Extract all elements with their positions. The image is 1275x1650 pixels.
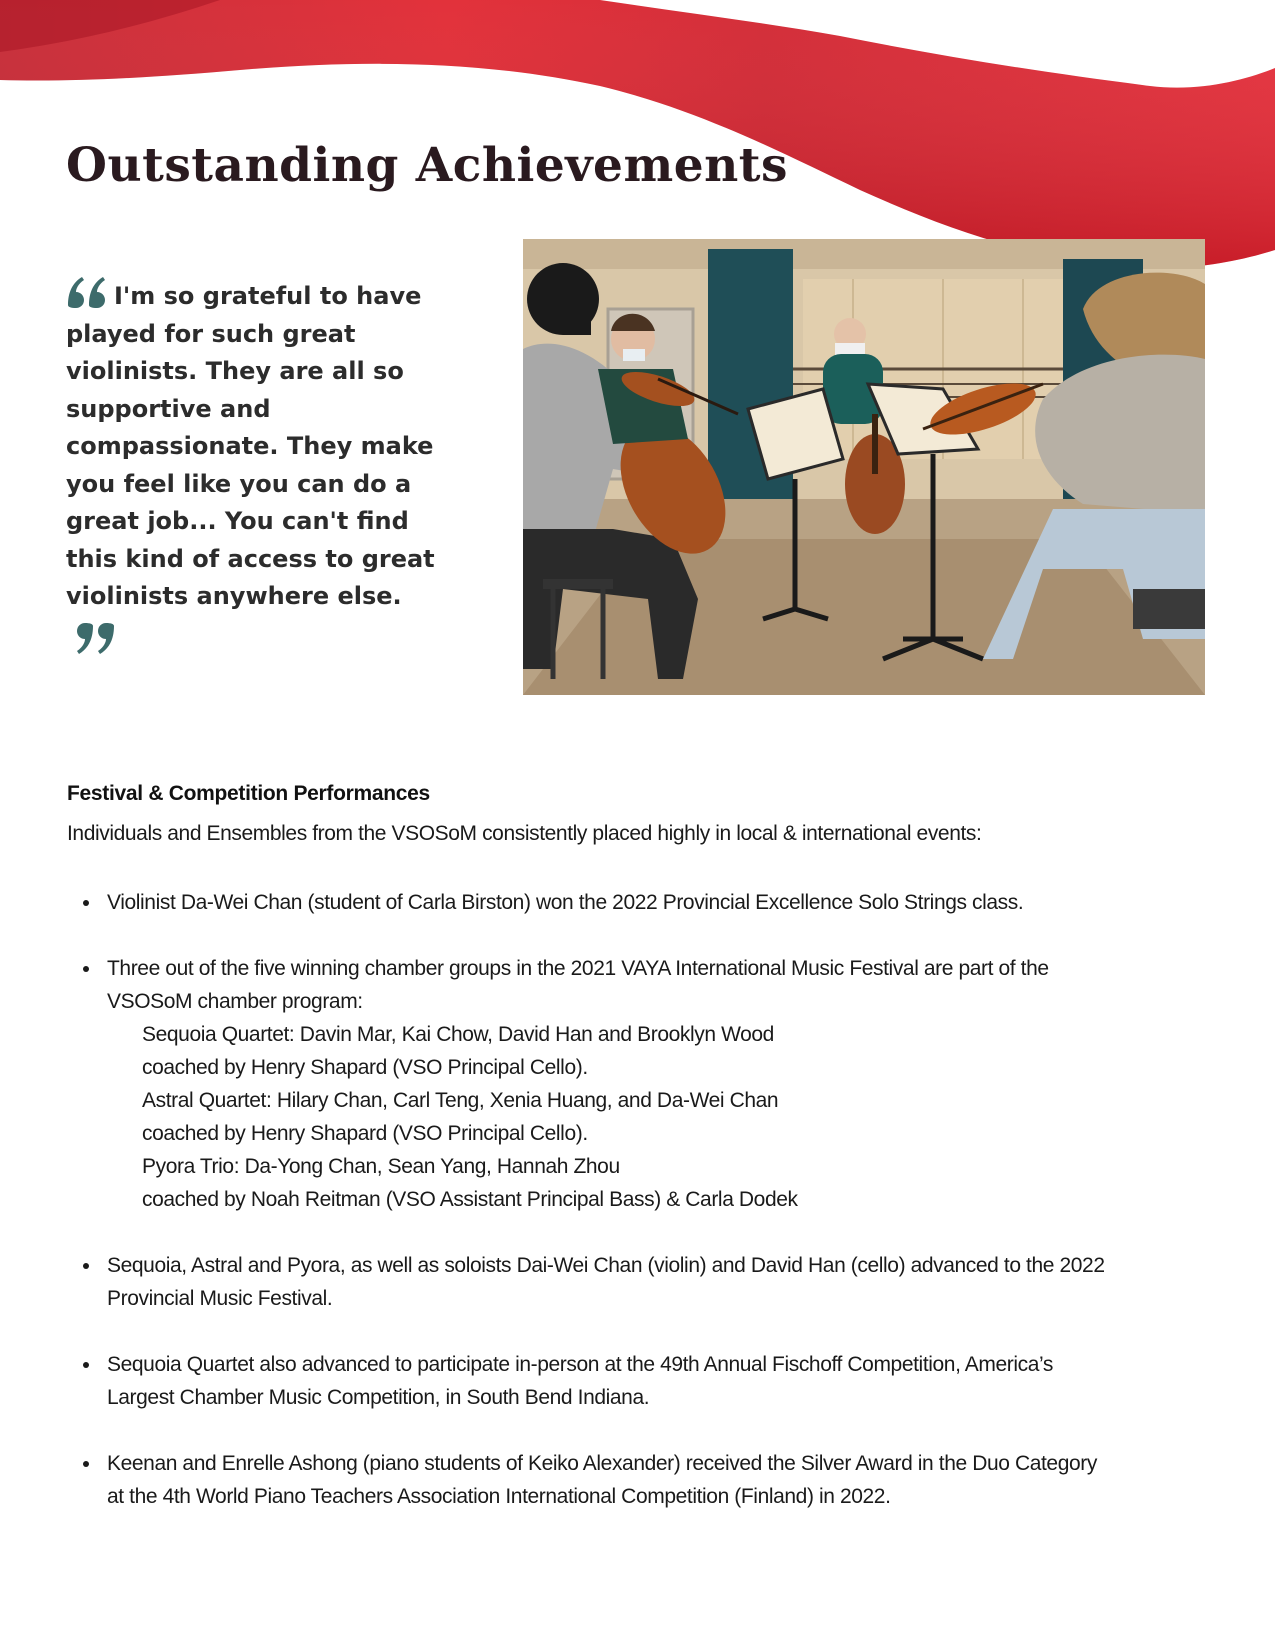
ensemble-detail: Sequoia Quartet: Davin Mar, Kai Chow, David Han and Brooklyn Wood bbox=[142, 1023, 774, 1046]
list-item bbox=[67, 952, 1217, 1216]
section-intro: Individuals and Ensembles from the VSOSoM consistently placed highly in local & international events: bbox=[67, 822, 982, 845]
item-text: Violinist Da-Wei Chan (student of Carla Birston) won the 2022 Provincial Excellence Solo Strings class. bbox=[107, 891, 1024, 914]
list-item bbox=[67, 1249, 1217, 1315]
section-heading: Festival & Competition Performances bbox=[67, 782, 430, 805]
page-title: Outstanding Achievements bbox=[66, 138, 788, 193]
ensemble-detail: coached by Noah Reitman (VSO Assistant Principal Bass) & Carla Dodek bbox=[142, 1188, 798, 1211]
testimonial-quote bbox=[66, 278, 446, 656]
achievements-list bbox=[67, 886, 1217, 1546]
string-quartet-photo bbox=[523, 239, 1205, 695]
list-item bbox=[67, 886, 1217, 919]
open-quote-icon bbox=[66, 275, 108, 309]
ensemble-detail: coached by Henry Shapard (VSO Principal Cello). bbox=[142, 1122, 588, 1145]
item-text: Sequoia, Astral and Pyora, as well as soloists Dai-Wei Chan (violin) and David Han (cello) advanced to the 2022 bbox=[107, 1254, 1105, 1277]
item-text: at the 4th World Piano Teachers Association International Competition (Finland) in 2022. bbox=[107, 1485, 891, 1508]
item-text: Largest Chamber Music Competition, in South Bend Indiana. bbox=[107, 1386, 650, 1409]
close-quote-icon bbox=[74, 622, 116, 656]
ensemble-detail: coached by Henry Shapard (VSO Principal Cello). bbox=[142, 1056, 588, 1079]
item-text: Sequoia Quartet also advanced to participate in-person at the 49th Annual Fischoff Competition, America’s bbox=[107, 1353, 1053, 1376]
quote-text: I'm so grateful to have played for such great violinists. They are all so supportive and compassionate. They make you feel like you can do a great job... You can't find this kind of access to great violinists anywhere else. bbox=[66, 282, 435, 610]
ensemble-detail: Pyora Trio: Da-Yong Chan, Sean Yang, Hannah Zhou bbox=[142, 1155, 620, 1178]
item-text: Three out of the five winning chamber groups in the 2021 VAYA International Music Festival are part of the bbox=[107, 957, 1049, 980]
ensemble-detail: Astral Quartet: Hilary Chan, Carl Teng, Xenia Huang, and Da-Wei Chan bbox=[142, 1089, 779, 1112]
item-text: Keenan and Enrelle Ashong (piano students of Keiko Alexander) received the Silver Award in the Duo Category bbox=[107, 1452, 1097, 1475]
list-item bbox=[67, 1348, 1217, 1414]
list-item bbox=[67, 1447, 1217, 1513]
item-text: Provincial Music Festival. bbox=[107, 1287, 333, 1310]
item-text: VSOSoM chamber program: bbox=[107, 990, 363, 1013]
